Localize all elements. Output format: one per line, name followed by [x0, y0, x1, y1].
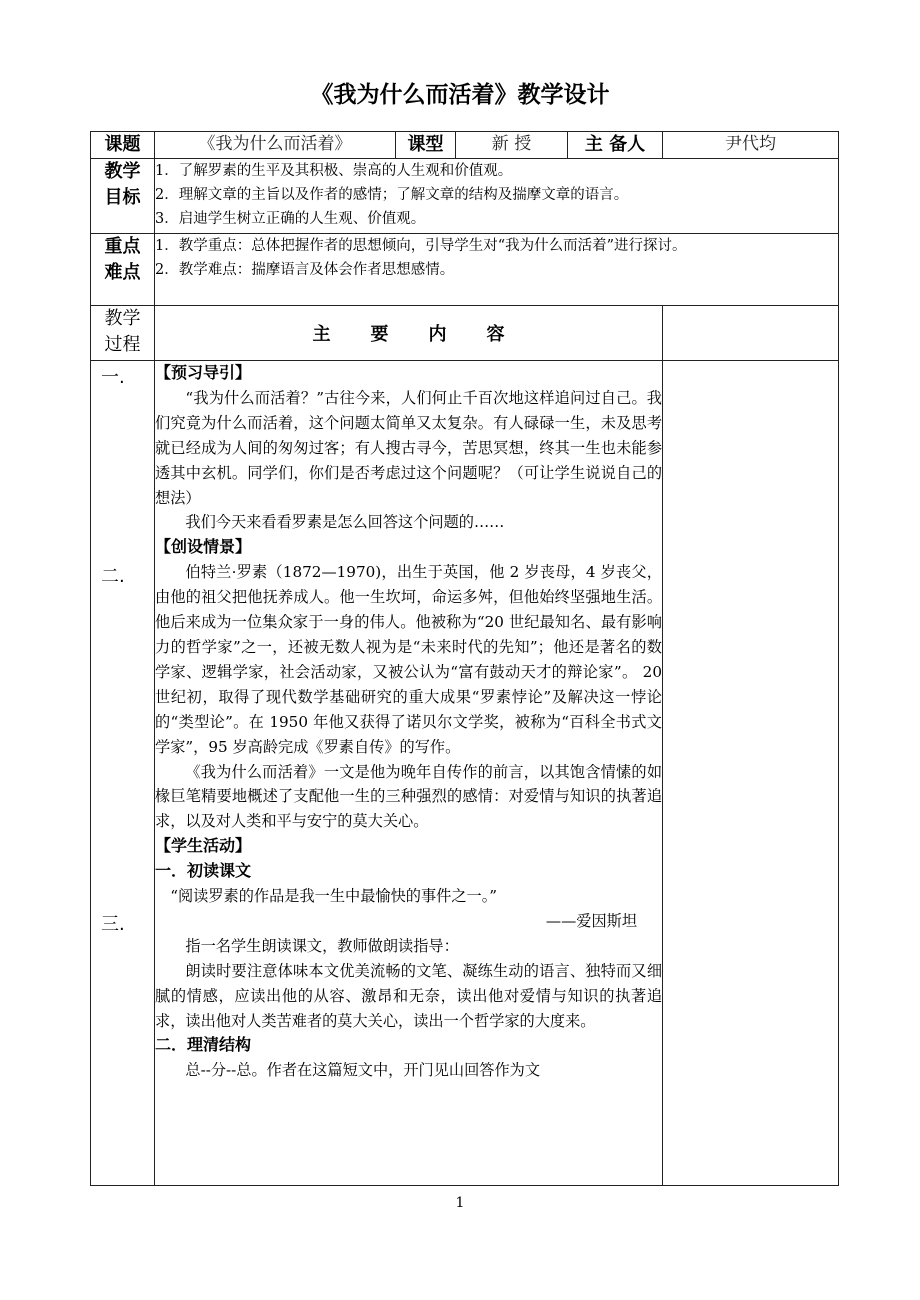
process-label: [91, 306, 155, 361]
paragraph: 我们今天来看看罗素是怎么回答这个问题的……: [185, 513, 505, 532]
notes-column-header: [663, 306, 839, 361]
paragraph: 《我为什么而活着》一文是他为晚年自传作的前言，以其饱含情愫的如椽巨笔精要地概述了支配他一生的三种强烈的感情：对爱情与知识的执著追求，以及对人类和平与安宁的莫大关心。: [155, 762, 662, 831]
key-point-item: 2．教学难点：揣摩语言及体会作者思想感情。: [155, 262, 455, 278]
objective-item: 3．启迪学生树立正确的人生观、价值观。: [155, 211, 426, 227]
header-char: 内: [428, 324, 447, 345]
paragraph: 总--分--总。作者在这篇短文中，开门见山回答作为文: [185, 1061, 541, 1080]
main-content-header: [155, 306, 663, 361]
preparer-value: 尹代均: [663, 132, 839, 159]
key-points-content: [155, 234, 839, 306]
process-label-line1: 教学: [104, 308, 141, 329]
objective-item: 1．了解罗素的生平及其积极、崇高的人生观和价值观。: [155, 163, 513, 179]
objectives-row: [91, 159, 839, 234]
process-header-row: [91, 306, 839, 361]
header-char: 容: [486, 324, 505, 345]
paragraph: 朗读时要注意体味本文优美流畅的文笔、凝练生动的语言、独特而又细腻的情感，应读出他的从容、激昂和无奈，读出他对爱情与知识的执著追求，读出他对人类苦难者的莫大关心，读出一个哲学家的大度来。: [155, 961, 662, 1030]
objectives-label-line1: 教学: [104, 161, 141, 182]
main-content: [155, 361, 663, 1186]
topic-value: 《我为什么而活着》: [155, 132, 396, 159]
paragraph: 伯特兰·罗素（1872—1970)，出生于英国，他 2 岁丧母，4 岁丧父，由他的祖父把他抚养成人。他一生坎坷，命运多舛，但他始终坚强地生活。他后来成为一位集众家于一身的伟人。他被称为“20 世纪最知名、最有影响力的哲学家”之一，还被无数人视为是“未来时代的先知”；他还是著名的数学家、逻辑学家，社会活动家，又被公认为“富有鼓动天才的辩论家”。 20 世纪初，取得了现代数学基础研究的重大成果“罗素悖论”及解决这一悖论的“类型论”。在 1950 年他又获得了诺贝尔文学奖，被称为“百科全书式文学家”，95 岁高龄完成《罗素自传》的写作。: [155, 563, 662, 756]
key-points-label: [91, 234, 155, 306]
key-points-row: [91, 234, 839, 306]
topic-label: 课题: [91, 132, 155, 159]
type-value: 新 授: [456, 132, 568, 159]
document-title: 《我为什么而活着》教学设计: [310, 82, 610, 108]
quote-attribution: ——爱因斯坦: [545, 911, 637, 930]
lesson-plan-table: [90, 131, 839, 1186]
paragraph: “我为什么而活着？”古往今来，人们何止千百次地这样追问过自己。我们究竟为什么而活着，这个问题太简单又太复杂。有人碌碌一生，未及思考就已经成为人间的匆匆过客；有人搜古寻今，苦思冥想，终其一生也未能参透其中玄机。同学们，你们是否考虑过这个问题呢？（可让学生说说自己的想法）: [155, 388, 662, 507]
objective-item: 2．理解文章的主旨以及作者的感情；了解文章的结构及揣摩文章的语言。: [155, 187, 629, 203]
process-main-row: [91, 361, 839, 1186]
key-points-label-line1: 重点: [104, 236, 141, 257]
header-char: 要: [370, 324, 389, 345]
key-points-label-line2: 难点: [104, 262, 141, 283]
type-label: 课型: [396, 132, 456, 159]
section-heading-activity: 【学生活动】: [155, 836, 252, 856]
paragraph: 指一名学生朗读课文，教师做朗读指导：: [185, 936, 459, 955]
header-row: [91, 132, 839, 159]
header-char: 主: [312, 324, 331, 345]
step-marker: 二.: [101, 566, 125, 587]
page-number: 1: [455, 1195, 465, 1211]
subsection-heading-read: 一．初读课文: [155, 861, 252, 881]
quote: “阅读罗素的作品是我一生中最愉快的事件之一。”: [170, 887, 498, 906]
section-heading-scene: 【创设情景】: [155, 537, 252, 557]
objectives-content: [155, 159, 839, 234]
step-markers: [91, 361, 155, 1186]
subsection-heading-structure: 二．理清结构: [155, 1035, 252, 1055]
objectives-label: [91, 159, 155, 234]
section-heading-preview: 【预习导引】: [155, 363, 252, 382]
notes-column: [663, 361, 839, 1186]
process-label-line2: 过程: [104, 334, 141, 355]
preparer-label: 主 备人: [568, 132, 663, 159]
key-point-item: 1．教学重点：总体把握作者的思想倾向，引导学生对“我为什么而活着”进行探讨。: [155, 238, 687, 254]
step-marker: 一.: [101, 367, 125, 388]
step-marker: 三.: [101, 914, 125, 935]
objectives-label-line2: 目标: [104, 187, 141, 208]
